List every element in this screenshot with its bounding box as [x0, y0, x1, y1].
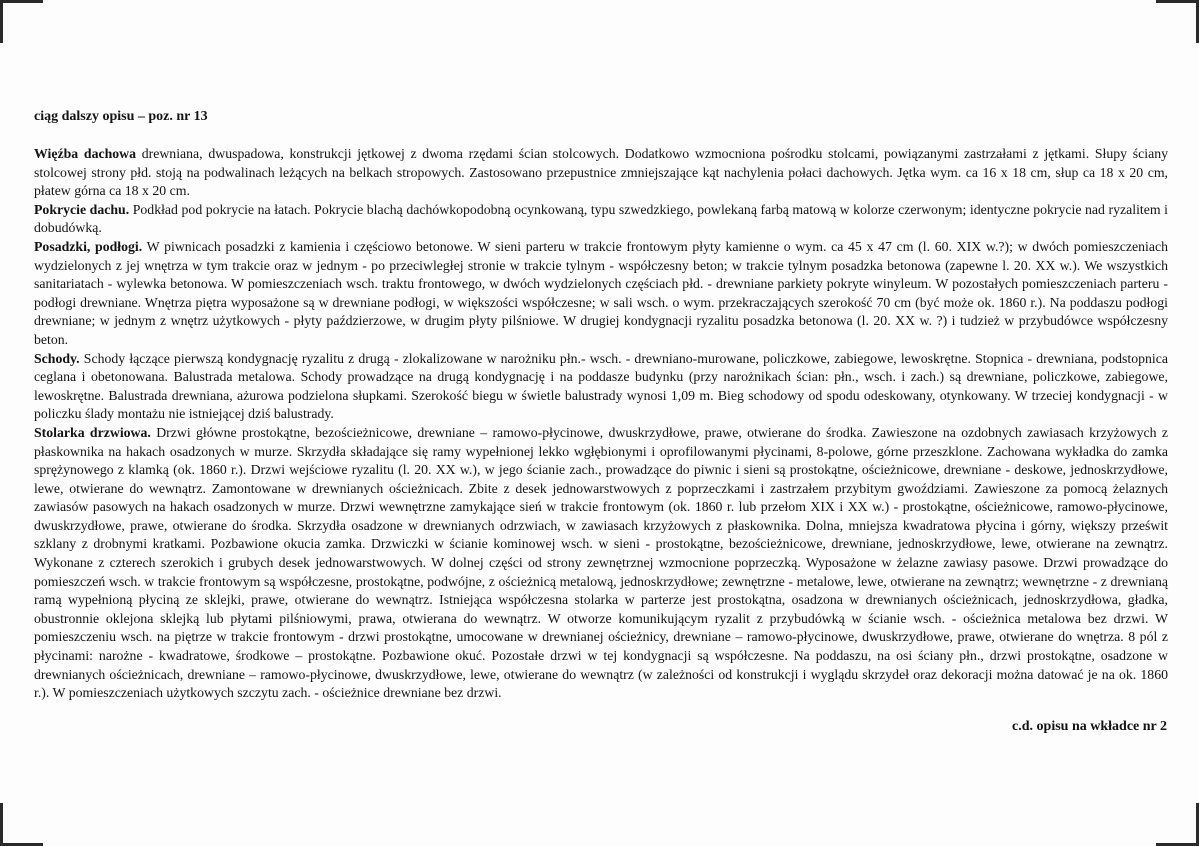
section-floors: [34, 238, 1168, 350]
section-roof-covering: [34, 201, 1168, 238]
section-text: Schody łączące pierwszą kondygnację ryzalitu z drugą - zlokalizowane w narożniku płn.- wsch. - drewniano-murowane, policzkowe, zabiegowe, lewoskrętne. Stopnica - drewniana, podstopnica ceglana i obetonowana. Balustrada metalowa. Schody prowadzące na drugą kondygnację i na poddasze budynku (przy narożnikach ścian: płn., wsch. i zach.) są drewniane, policzkowe, zabiegowe, lewoskrętne. Balustrada drewniana, ażurowa podzielona słupkami. Szerokość biegu w świetle balustrady wynosi 1,09 m. Bieg schodowy od spodu odeskowany, otynkowany. W trzeciej kondygnacji - w policzku ślady montażu nie istniejącej dziś balustrady.: [34, 350, 1168, 422]
section-lead: Posadzki, podłogi.: [34, 238, 143, 254]
section-text: W piwnicach posadzki z kamienia i częściowo betonowe. W sieni parteru w trakcie frontowym płyty kamienne o wym. ca 45 x 47 cm (l. 60. XIX w.?); w dwóch pomieszczeniach wydzielonych z jej wnętrza w tym trakcie oraz w jednym - po przeciwległej stronie w trakcie tylnym - współczesny beton; w trakcie tylnym posadzka betonowa (zapewne l. 20. XX w.). We wszystkich sanitariatach - wylewka betonowa. W pomieszczeniach wsch. traktu frontowego, w dwóch wydzielonych częściach płd. - drewniane parkiety pokryte winyleum. W pozostałych pomieszczeniach parteru - podłogi drewniane. Wnętrza piętra wyposażone są w drewniane podłogi, w większości współczesne; w sali wsch. o wym. przekraczających szerokość 70 cm (być może ok. 1860 r.). Na poddaszu podłogi drewniane; w jednym z wnętrz użytkowych - płyty paździerzowe, w drugim płyty pilśniowe. W drugiej kondygnacji ryzalitu posadzka betonowa (l. 20. XX w. ?) i tudzież w przybudówce współczesny beton.: [34, 238, 1168, 347]
continuation-note: c.d. opisu na wkładce nr 2: [1012, 719, 1167, 734]
section-lead: Więźba dachowa: [34, 146, 137, 161]
section-stairs: [34, 350, 1168, 424]
document-heading: ciąg dalszy opisu – poz. nr 13: [34, 109, 208, 124]
section-text: Podkład pod pokrycie na łatach. Pokrycie blachą dachówkopodobną ocynkowaną, typu szwedzkiego, powlekaną farbą matową w kolorze czerwonym; identyczne pokrycie nad ryzalitem i dobudówką.: [34, 201, 1168, 236]
section-roof-truss: [34, 145, 1168, 201]
section-text: Drzwi główne prostokątne, bezościeżnicowe, drewniane – ramowo-płycinowe, dwuskrzydłowe, prawe, otwierane do środka. Zawieszone na ozdobnych zawiasach krzyżowych z płaskownika na hakach osadzonych w murze. Skrzydła składające się ramy wypełnionej lekko wgłębionymi i oprofilowanymi płycinami, 8-polowe, górne przeszklone. Zachowana wykładka do zamka sprężynowego z klamką (ok. 1860 r.). Drzwi wejściowe ryzalitu (l. 20. XX w.), w jego ścianie zach., prowadzące do piwnic i sieni są prostokątne, ościeżnicowe, drewniane - deskowe, jednoskrzydłowe, lewe, otwierane do wewnątrz. Zamontowane w drewnianych ościeżnicach. Zbite z desek jednowarstwowych z poprzeczkami i zastrzałem przybitym gwoździami. Zawieszone za pomocą żelaznych zawiasów pasowych na hakach osadzonych w murze. Drzwi wewnętrzne zamykające sień w trakcie frontowym (ok. 1860 r. lub przełom XIX i XX w.) - prostokątne, ościeżnicowe, ramowo-płycinowe, dwuskrzydłowe, prawe, otwierane do środka. Skrzydła osadzone w drewnianych odrzwiach, w zawiasach krzyżowych z płaskownika. Dolna, mniejsza kwadratowa płycina i górny, większy prześwit szklany z drobnymi kratkami. Pozbawione okucia zamka. Drzwiczki w ścianie kominowej wsch. w sieni - prostokątne, bezościeżnicowe, drewniane, jednoskrzydłowe, lewe, otwierane na zewnątrz. Wykonane z czterech szerokich i grubych desek jednowarstwowych. W dolnej części od strony zewnętrznej wzmocnione poprzeczką. Wyposażone w żelazne zawiasy pasowe. Drzwi prowadzące do pomieszczeń wsch. w trakcie frontowym są współczesne, prostokątne, podwójne, z ościeżnicą metalową, jednoskrzydłowe; zewnętrzne - metalowe, lewe, otwierane na zewnątrz; wewnętrzne - z drewnianą ramą wypełnioną płyciną ze sklejki, prawe, otwierane do wewnątrz. Istniejąca współczesna stolarka w parterze jest prostokątna, osadzona w drewnianych ościeżnicach, jednoskrzydłowa, gładka, obustronnie oklejona sklejką lub płytami pilśniowymi, prawa, otwierana do wewnątrz. W otworze komunikującym ryzalit z przybudówką w ścianie wsch. - ościeżnica metalowa bez drzwi. W pomieszczeniu wsch. na piętrze w trakcie frontowym - drzwi prostokątne, umocowane w drewnianej ościeżnicy, drewniane – ramowo-płycinowe, dwuskrzydłowe, prawe, otwierane do wnętrza. 8 pól z płycinami: narożne - kwadratowe, środkowe – prostokątne. Pozbawione okuć. Pozostałe drzwi w tej kondygnacji są współczesne. Na poddaszu, na osi ściany płn., drzwi prostokątne, osadzone w drewnianych ościeżnicach, drewniane – ramowo-płycinowe, dwuskrzydłowe, lewe, otwierane do wewnątrz (w zależności od konstrukcji i wyglądu skrzydeł oraz dekoracji można datować je na ok. 1860 r.). W pomieszczeniach użytkowych szczytu zach. - ościeżnice drewniane bez drzwi.: [34, 424, 1168, 701]
section-lead: Pokrycie dachu.: [34, 201, 130, 217]
section-lead: Schody.: [34, 350, 80, 366]
scan-corner-mark: [1156, 803, 1199, 846]
section-doors: [34, 424, 1168, 703]
section-text: drewniana, dwuspadowa, konstrukcji jętkowej z dwoma rzędami ścian stolcowych. Dodatkowo wzmocniona pośrodku stolcami, powiązanymi zastrzałami z jętkami. Słupy ściany stolcowej strony płd. stoją na podwalinach leżących na belkach stropowych. Zastosowano przepustnice zmniejszające kąt nachylenia połaci dachowych. Jętka wym. ca 16 x 18 cm, słup ca 18 x 20 cm, płatew górna ca 18 x 20 cm.: [34, 146, 1169, 199]
document-body: [34, 145, 1168, 703]
scan-corner-mark: [1156, 0, 1199, 43]
scan-corner-mark: [0, 0, 43, 43]
scan-corner-mark: [0, 803, 43, 846]
section-lead: Stolarka drzwiowa.: [34, 424, 151, 440]
